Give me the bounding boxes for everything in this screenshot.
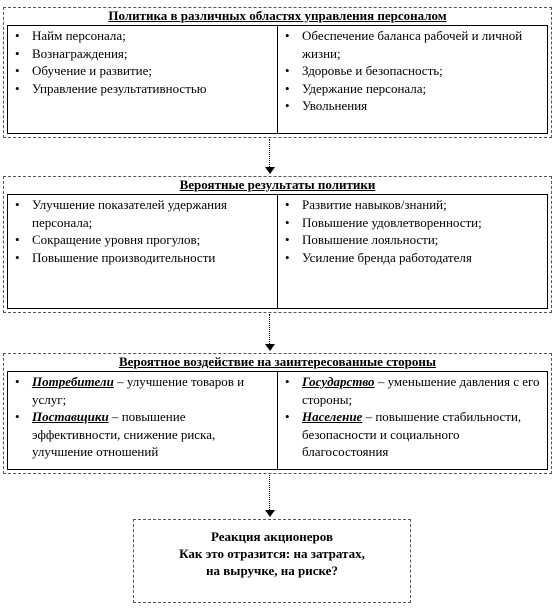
list-item: • Повышение производительности <box>11 249 274 267</box>
stakeholders-columns <box>7 371 548 470</box>
stakeholders-box <box>3 353 552 474</box>
list-item: • Здоровье и безопасность; <box>281 62 544 80</box>
stakeholder-term: Потребители <box>32 374 114 389</box>
list-item: • Развитие навыков/знаний; <box>281 196 544 214</box>
policy-right-column <box>277 26 547 133</box>
list-item: • Увольнения <box>281 97 544 115</box>
shareholders-question-line2: на выручке, на риске? <box>206 563 338 578</box>
list-item: • Удержание персонала; <box>281 80 544 98</box>
shareholders-question-line1: Как это отразится: на затратах, <box>179 546 365 561</box>
list-item: • Управление результативностью <box>11 80 274 98</box>
policy-columns <box>7 25 548 134</box>
stakeholders-left-column <box>8 372 277 469</box>
stakeholders-box-title: Вероятное воздействие на заинтересованные стороны <box>118 354 437 369</box>
stakeholders-right-column <box>277 372 547 469</box>
arrow-down-icon <box>265 314 275 351</box>
stakeholder-text: – улучшение товаров и услуг; <box>32 374 245 407</box>
stakeholder-term: Поставщики <box>32 409 109 424</box>
policy-box-title: Политика в различных областях управления персоналом <box>108 8 447 23</box>
list-item <box>11 408 274 461</box>
list-item: • Повышение удовлетворенности; <box>281 214 544 232</box>
shareholders-title: Реакция акционеров <box>211 529 333 544</box>
results-left-column <box>8 195 277 308</box>
arrow-down-icon <box>265 475 275 517</box>
list-item: • Сокращение уровня прогулов; <box>11 231 274 249</box>
shareholders-box <box>133 519 411 603</box>
list-item: • Обучение и развитие; <box>11 62 274 80</box>
policy-left-column <box>8 26 277 133</box>
stakeholder-term: Население <box>302 409 363 424</box>
list-item <box>281 408 544 461</box>
policy-box <box>3 7 552 138</box>
results-box-title: Вероятные результаты политики <box>179 177 376 192</box>
results-columns <box>7 194 548 309</box>
list-item: • Найм персонала; <box>11 27 274 45</box>
stakeholder-term: Государство <box>302 374 375 389</box>
arrow-down-icon <box>265 139 275 174</box>
stakeholder-text: – повышение стабильности, безопасности и социального благосостояния <box>302 409 522 459</box>
results-right-column <box>277 195 547 308</box>
stakeholder-text: – повышение эффективности, снижение риска, улучшение отношений <box>32 409 216 459</box>
list-item <box>11 373 274 408</box>
stakeholder-text: – уменьшение давления с его стороны; <box>302 374 540 407</box>
list-item: • Вознаграждения; <box>11 45 274 63</box>
list-item: • Обеспечение баланса рабочей и личной жизни; <box>281 27 544 62</box>
results-box <box>3 176 552 313</box>
list-item: • Усиление бренда работодателя <box>281 249 544 267</box>
list-item: • Улучшение показателей удержания персонала; <box>11 196 274 231</box>
list-item <box>281 373 544 408</box>
list-item: • Повышение лояльности; <box>281 231 544 249</box>
